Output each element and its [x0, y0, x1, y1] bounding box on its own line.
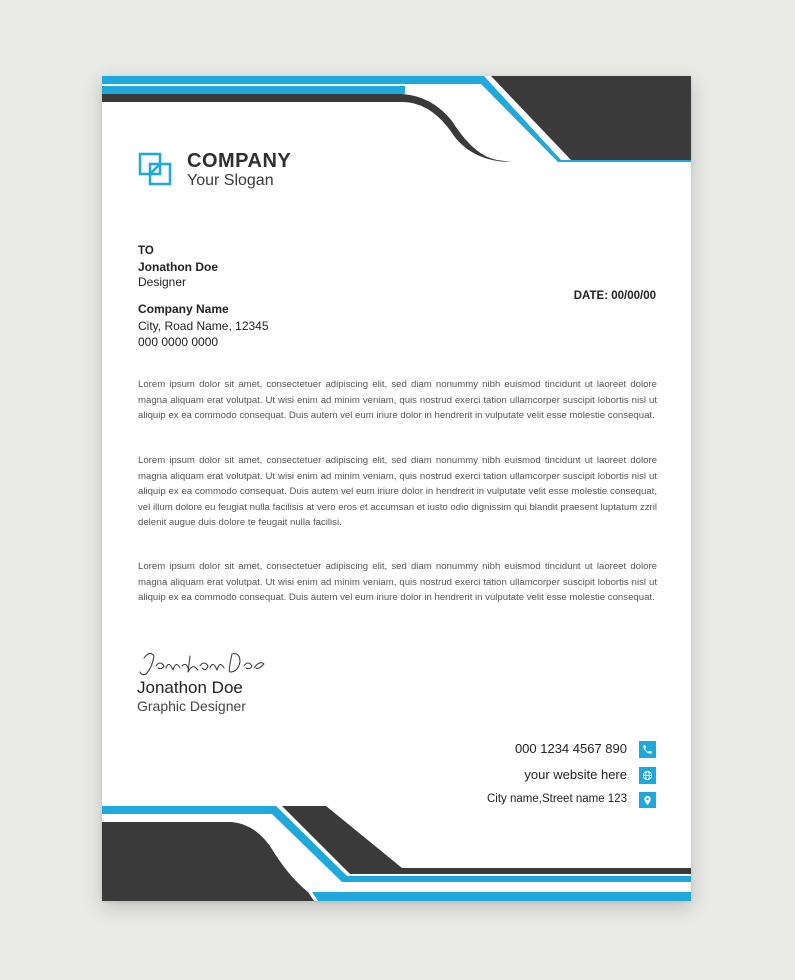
- footer-dark-shape: [282, 806, 691, 874]
- header-blue-bar: [102, 86, 405, 94]
- letter-date: DATE: 00/00/00: [573, 290, 656, 302]
- contact-phone: 000 1234 4567 890: [514, 741, 627, 756]
- globe-icon: [639, 767, 656, 784]
- company-name: COMPANY: [187, 150, 292, 172]
- footer-decoration: [102, 806, 691, 901]
- contact-address: City name,Street name 123: [487, 793, 627, 805]
- footer-dark-wave: [102, 822, 314, 901]
- phone-icon: [639, 741, 656, 758]
- letterhead-page: [102, 76, 691, 901]
- company-slogan: Your Slogan: [187, 172, 274, 189]
- signatory-title: Graphic Designer: [137, 698, 246, 714]
- handwritten-signature: [136, 646, 276, 682]
- body-paragraph: Lorem ipsum dolor sit amet, consectetuer adipiscing elit, sed diam nonummy nibh euismod tincidunt ut laoreet dolore magna aliquam erat volutpat. Ut wisi enim ad minim veniam, quis nostrud exerci tation ullamcorper suscipit lobortis nisl ut aliquip ex ea commodo consequat. Duis autem vel eum iriure dolor in hendrerit in vulputate velit esse molestie consequat, vel illum dolore eu feugiat nulla facilisis at vero eros et accumsan et iusto odio dignissim qui blandit praesent luptatum zzril delenit augue duis dolore te feugait nulla facilisi.: [138, 455, 657, 528]
- body-paragraph: Lorem ipsum dolor sit amet, consectetuer adipiscing elit, sed diam nonummy nibh euismod tincidunt ut laoreet dolore magna aliquam erat volutpat. Ut wisi enim ad minim veniam, quis nostrud exerci tation ullamcorper suscipit lobortis nisl ut aliquip ex ea commodo consequat. Duis autem vel eum iriure dolor in hendrerit in vulputate velit esse molestie consequat.: [138, 379, 657, 421]
- body-paragraph: Lorem ipsum dolor sit amet, consectetuer adipiscing elit, sed diam nonummy nibh euismod tincidunt ut laoreet dolore magna aliquam erat volutpat. Ut wisi enim ad minim veniam, quis nostrud exerci tation ullamcorper suscipit lobortis nisl ut aliquip ex ea commodo consequat. Duis autem vel eum iriure dolor in hendrerit in vulputate velit esse molestie consequat.: [138, 561, 657, 603]
- recipient-name: Jonathon Doe: [138, 260, 218, 274]
- recipient-title: Designer: [138, 275, 187, 289]
- footer-blue-bottom: [312, 892, 691, 901]
- company-logo-icon: [138, 152, 174, 188]
- signatory-name: Jonathon Doe: [137, 678, 243, 697]
- recipient-company-address: City, Road Name, 12345: [138, 319, 269, 333]
- contact-website: your website here: [524, 767, 627, 782]
- recipient-company-name: Company Name: [138, 302, 229, 316]
- recipient-company-phone: 000 0000 0000: [138, 335, 219, 349]
- to-label: TO: [138, 245, 154, 257]
